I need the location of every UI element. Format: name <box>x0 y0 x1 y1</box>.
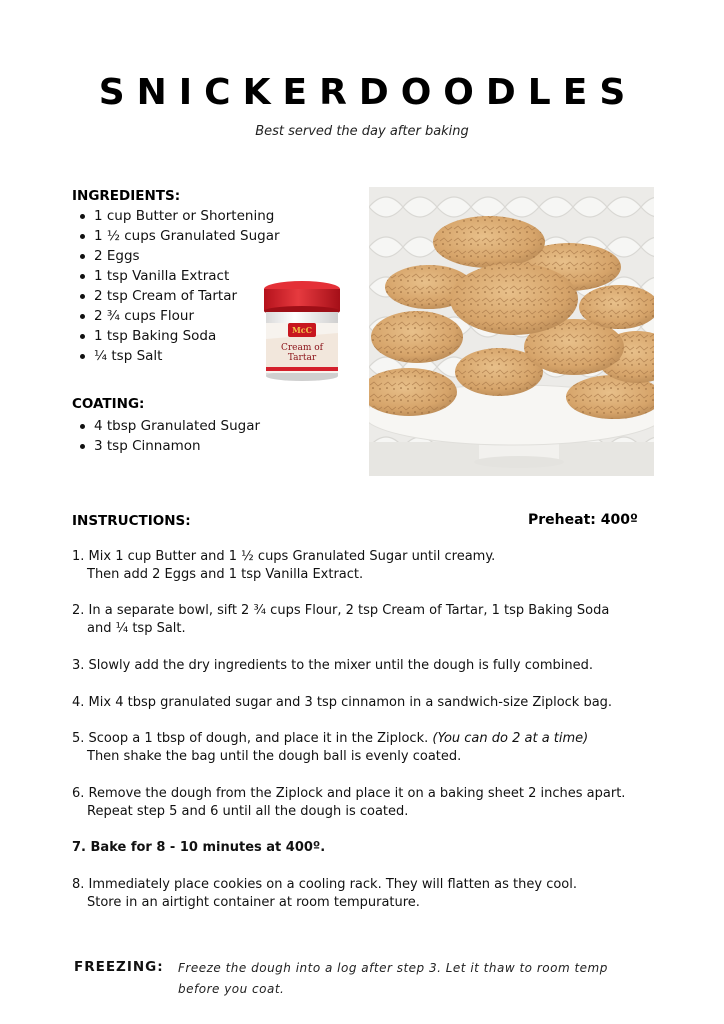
coating-heading: COATING: <box>72 396 145 412</box>
ingredient-item: ¼ tsp Salt <box>72 346 280 366</box>
jar-label-line2: Tartar <box>287 353 317 363</box>
instruction-step: 1. Mix 1 cup Butter and 1 ½ cups Granulated Sugar until creamy. Then add 2 Eggs and 1 tsp Vanilla Extract. <box>72 549 496 582</box>
page-title: SNICKERDOODLES <box>98 72 638 113</box>
ingredient-item: 1 tsp Vanilla Extract <box>72 266 280 286</box>
ingredients-heading: INGREDIENTS: <box>72 188 181 204</box>
ingredient-item: 2 Eggs <box>72 246 280 266</box>
cream-of-tartar-jar-image <box>262 279 342 383</box>
instruction-step: 8. Immediately place cookies on a cooling rack. They will flatten as they cool. Store in an airtight container at room tempurature. <box>72 877 577 910</box>
instruction-step: 3. Slowly add the dry ingredients to the mixer until the dough is fully combined. <box>72 658 593 673</box>
instruction-step: 6. Remove the dough from the Ziplock and place it on a baking sheet 2 inches apart. Repeat step 5 and 6 until all the dough is coated. <box>72 786 626 819</box>
coating-item: 4 tbsp Granulated Sugar <box>72 416 260 436</box>
snickerdoodle-photo <box>369 187 654 476</box>
freezing-label: FREEZING: <box>74 959 164 975</box>
jar-label-line1: Cream of <box>280 343 324 353</box>
ingredient-item: 1 tsp Baking Soda <box>72 326 280 346</box>
instruction-step-bake: 7. Bake for 8 - 10 minutes at 400º. <box>72 840 326 855</box>
instruction-step: 2. In a separate bowl, sift 2 ¾ cups Flour, 2 tsp Cream of Tartar, 1 tsp Baking Soda and ¼ tsp Salt. <box>72 603 610 636</box>
ingredient-item: 2 tsp Cream of Tartar <box>72 286 280 306</box>
jar-brand-text: McC <box>291 325 313 335</box>
ingredient-item: 1 cup Butter or Shortening <box>72 206 280 226</box>
freezing-text: Freeze the dough into a log after step 3. Let it thaw to room temp before you coat. <box>178 961 608 996</box>
preheat-label: Preheat: 400º <box>528 512 638 528</box>
instructions-heading: INSTRUCTIONS: <box>72 513 191 529</box>
instruction-step: 5. Scoop a 1 tbsp of dough, and place it in the Ziplock. (You can do 2 at a time) Then shake the bag until the dough ball is evenly coated. <box>72 731 589 764</box>
instruction-step: 4. Mix 4 tbsp granulated sugar and 3 tsp cinnamon in a sandwich-size Ziplock bag. <box>72 695 613 710</box>
ingredients-list <box>72 206 280 366</box>
ingredient-item: 1 ½ cups Granulated Sugar <box>72 226 280 246</box>
ingredient-item: 2 ¾ cups Flour <box>72 306 280 326</box>
instruction-note: (You can do 2 at a time) <box>432 731 589 746</box>
coating-item: 3 tsp Cinnamon <box>72 436 260 456</box>
page-subtitle: Best served the day after baking <box>255 124 469 139</box>
coating-list <box>72 416 260 456</box>
